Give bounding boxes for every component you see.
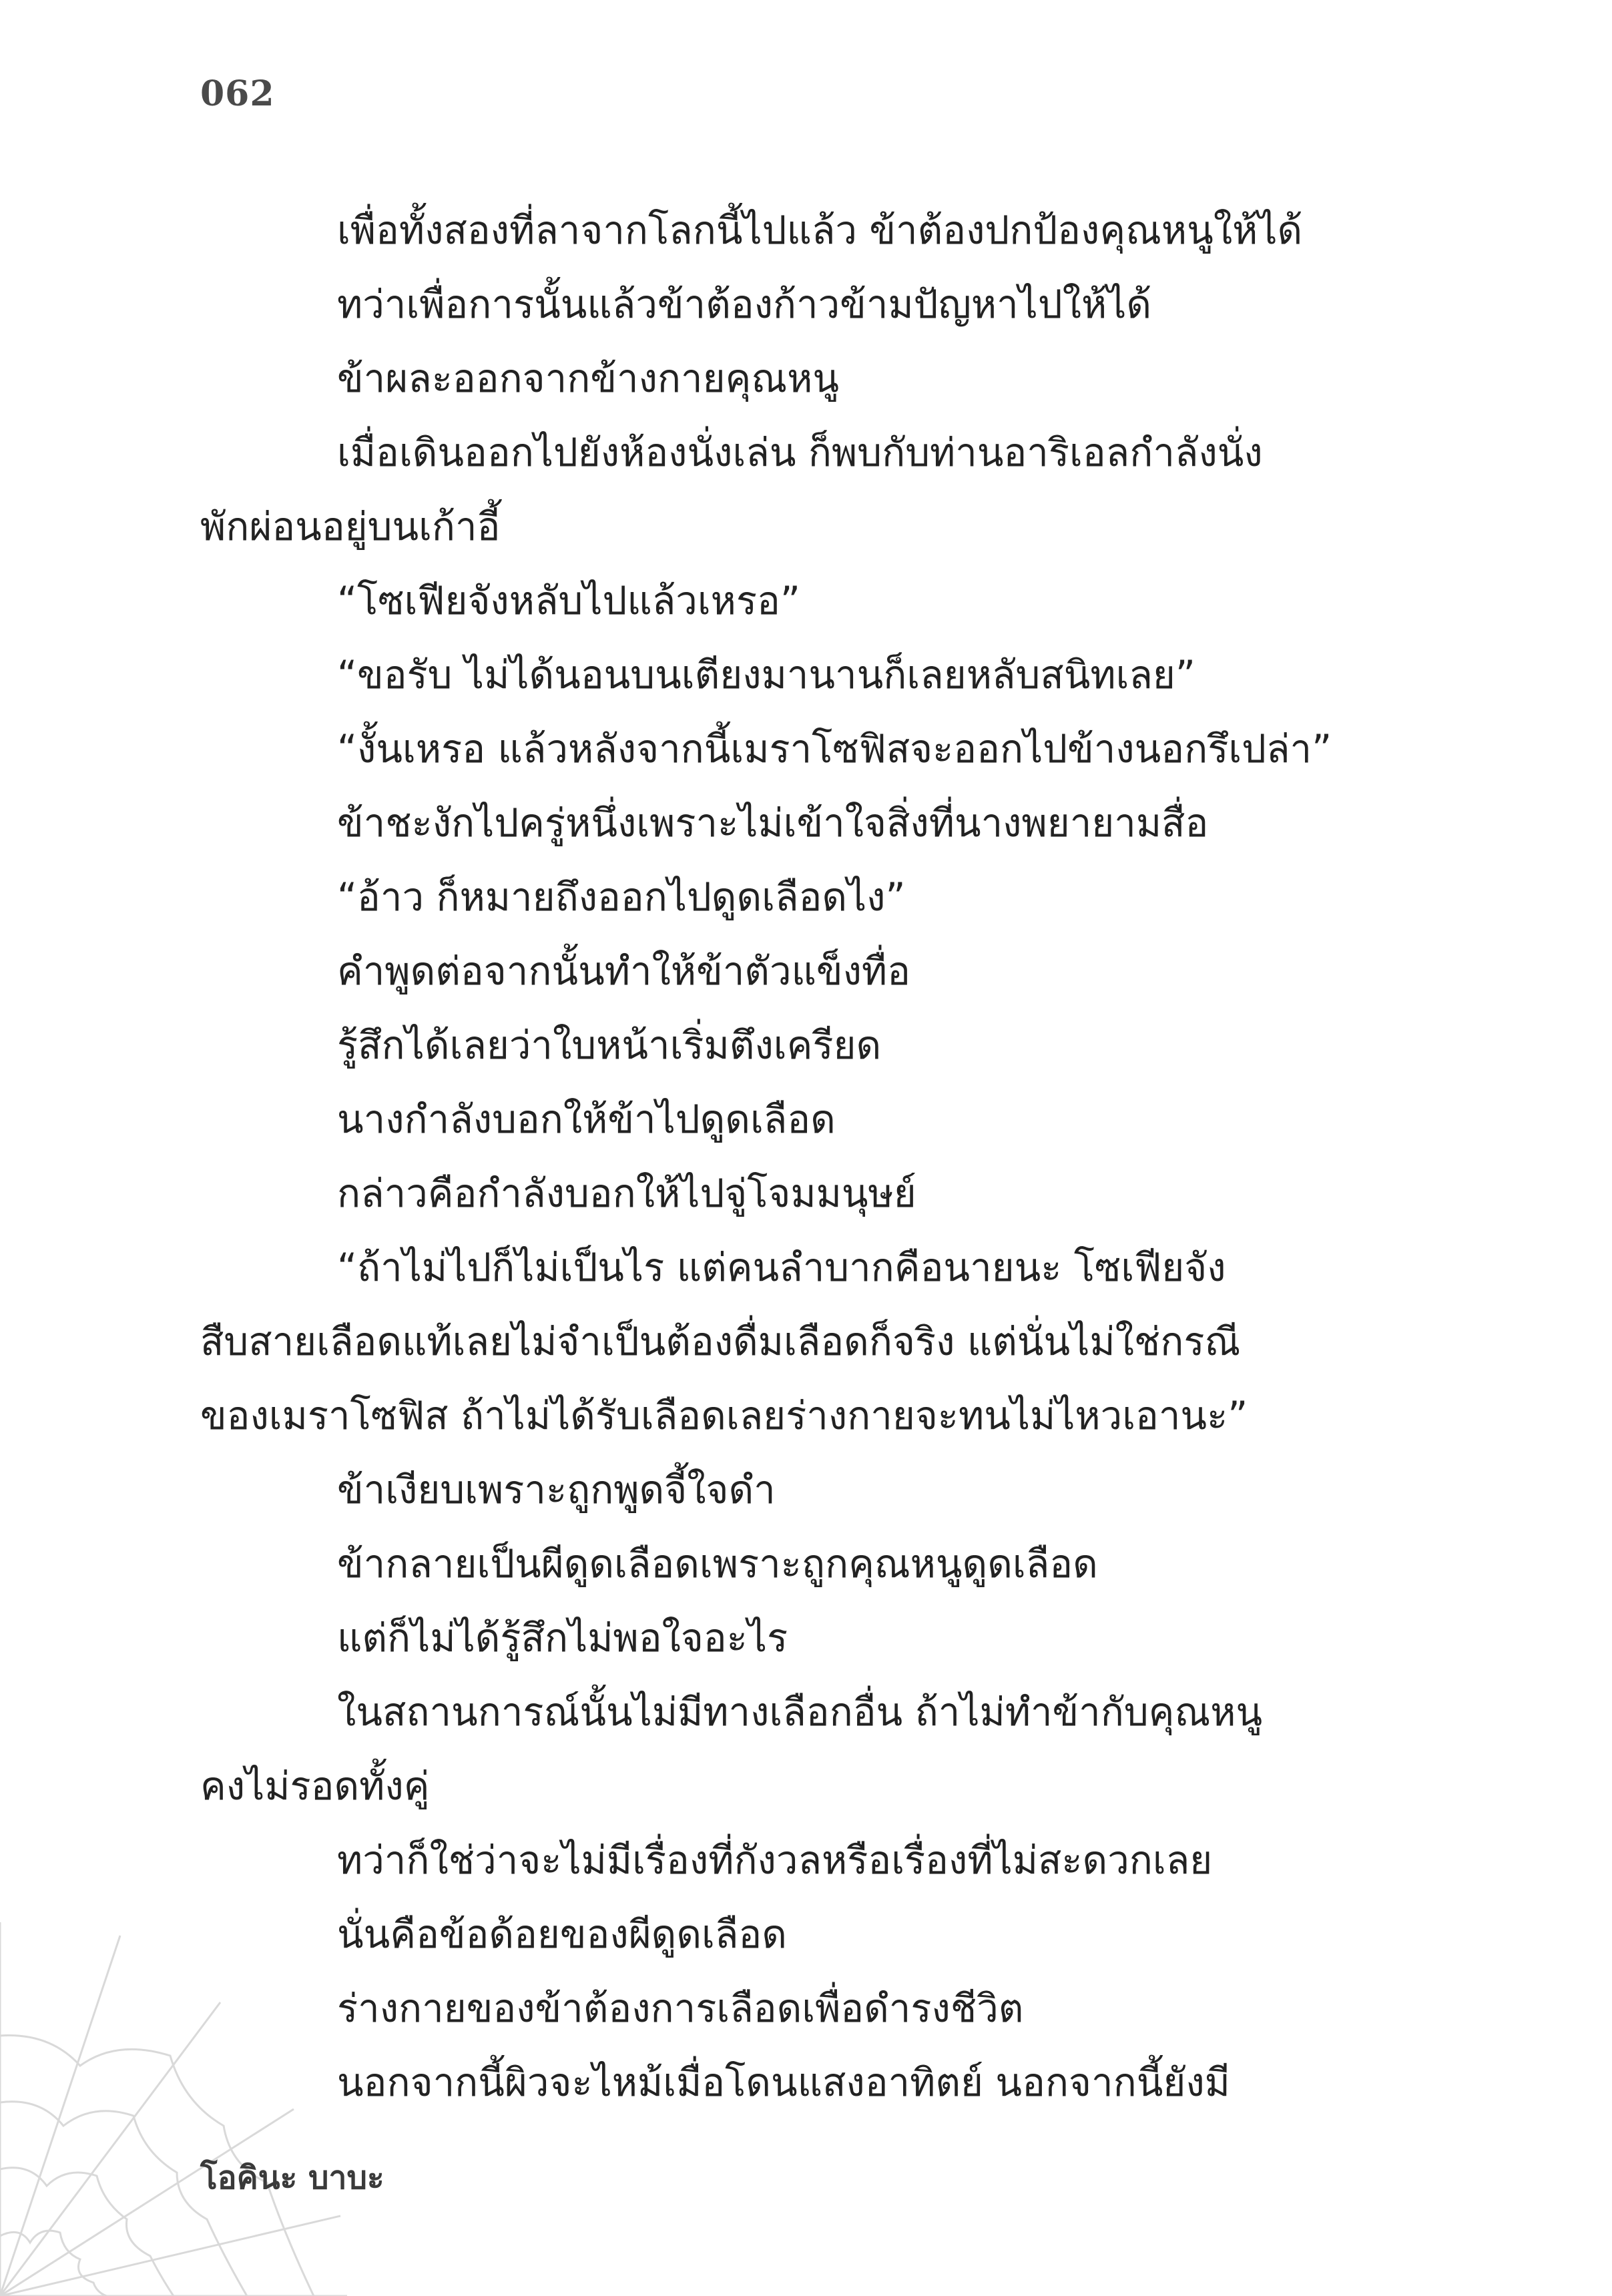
text-line: สืบสายเลือดแท้เลยไม่จำเป็นต้องดื่มเลือดก็จริง แต่นั่นไม่ใช่กรณี xyxy=(200,1319,1241,1364)
text-line: “ถ้าไม่ไปก็ไม่เป็นไร แต่คนลำบากคือนายนะ โซเฟียจัง xyxy=(337,1245,1226,1290)
page-number: 062 xyxy=(200,73,275,114)
text-line: “ขอรับ ไม่ได้นอนบนเตียงมานานก็เลยหลับสนิทเลย” xyxy=(337,652,1195,697)
text-line: นางกำลังบอกให้ข้าไปดูดเลือด xyxy=(337,1097,836,1142)
spider-web-icon xyxy=(0,1922,347,2296)
body-text xyxy=(200,194,1408,2120)
text-line: ในสถานการณ์นั้นไม่มีทางเลือกอื่น ถ้าไม่ทำข้ากับคุณหนู xyxy=(337,1689,1263,1735)
text-line: แต่ก็ไม่ได้รู้สึกไม่พอใจอะไร xyxy=(337,1615,788,1661)
text-line: กล่าวคือกำลังบอกให้ไปจู่โจมมนุษย์ xyxy=(337,1171,916,1216)
text-line: เมื่อเดินออกไปยังห้องนั่งเล่น ก็พบกับท่านอาริเอลกำลังนั่ง xyxy=(337,430,1263,475)
text-line: “งั้นเหรอ แล้วหลังจากนี้เมราโซฟิสจะออกไปข้างนอกรึเปล่า” xyxy=(337,726,1332,772)
text-line: ทว่าก็ใช่ว่าจะไม่มีเรื่องที่กังวลหรือเรื่องที่ไม่สะดวกเลย xyxy=(337,1837,1213,1883)
footer-author: โอคินะ บาบะ xyxy=(200,2159,384,2197)
text-line: ข้ากลายเป็นผีดูดเลือดเพราะถูกคุณหนูดูดเลือด xyxy=(337,1541,1098,1587)
text-line: ของเมราโซฟิส ถ้าไม่ได้รับเลือดเลยร่างกายจะทนไม่ไหวเอานะ” xyxy=(200,1393,1248,1438)
text-line: ข้าเงียบเพราะถูกพูดจี้ใจดำ xyxy=(337,1467,776,1512)
text-line: “อ้าว ก็หมายถึงออกไปดูดเลือดไง” xyxy=(337,874,906,920)
text-line: “โซเฟียจังหลับไปแล้วเหรอ” xyxy=(337,578,800,623)
text-line: ร่างกายของข้าต้องการเลือดเพื่อดำรงชีวิต xyxy=(337,1986,1024,2031)
text-line: ทว่าเพื่อการนั้นแล้วข้าต้องก้าวข้ามปัญหาไปให้ได้ xyxy=(337,282,1152,327)
text-line: ข้าชะงักไปครู่หนึ่งเพราะไม่เข้าใจสิ่งที่นางพยายามสื่อ xyxy=(337,800,1209,846)
text-line: นอกจากนี้ผิวจะไหม้เมื่อโดนแสงอาทิตย์ นอกจากนี้ยังมี xyxy=(337,2060,1230,2105)
text-line: พักผ่อนอยู่บนเก้าอี้ xyxy=(200,504,501,549)
text-line: คงไม่รอดทั้งคู่ xyxy=(200,1763,430,1809)
text-line: รู้สึกได้เลยว่าใบหน้าเริ่มตึงเครียด xyxy=(337,1023,882,1068)
text-line: นั่นคือข้อด้อยของผีดูดเลือด xyxy=(337,1912,787,1957)
text-line: เพื่อทั้งสองที่ลาจากโลกนี้ไปแล้ว ข้าต้องปกป้องคุณหนูให้ได้ xyxy=(337,208,1303,253)
text-line: ข้าผละออกจากข้างกายคุณหนู xyxy=(337,356,840,401)
text-line: คำพูดต่อจากนั้นทำให้ข้าตัวแข็งทื่อ xyxy=(337,948,910,994)
